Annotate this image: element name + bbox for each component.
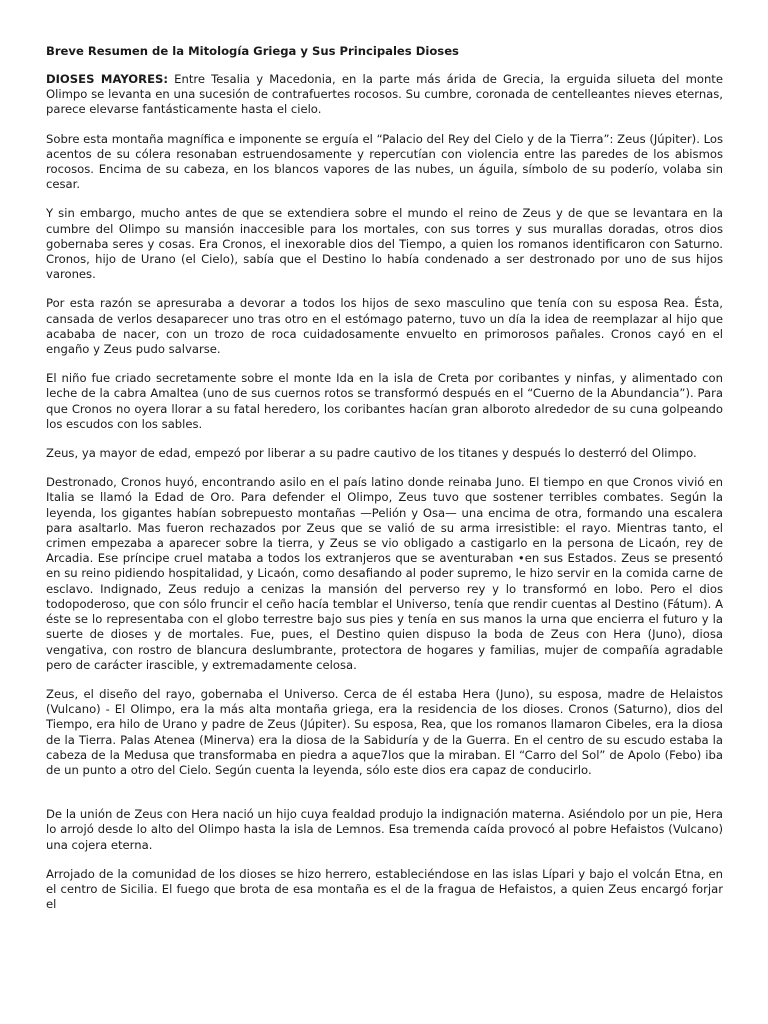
paragraph-hefaistos-forge: Arrojado de la comunidad de los dioses se hizo herrero, estableciéndose en las islas Lípari y bajo el volcán Etna, en el centro de Sicilia. El fuego que brota de esa montaña es el de la fragua de Hefaistos, a quien Zeus encargó forjar el (46, 866, 723, 912)
paragraph-golden-age: Destronado, Cronos huyó, encontrando asilo en el país latino donde reinaba Juno. El tiempo en que Cronos vivió en Italia se llamó la Edad de Oro. Para defender el Olimpo, Zeus tuvo que sostener terribles combates. Según la leyenda, los gigantes habían sobrepuesto montañas —Pelión y Osa— una encima de otra, formando una escalera para asaltarlo. Mas fueron rechazados por Zeus que se valió de su arma irresistible: el rayo. Mientras tanto, el crimen empezaba a aparecer sobre la tierra, y Zeus se vio obligado a castigarlo en la persona de Licaón, rey de Arcadia. Ese príncipe cruel mataba a todos los extranjeros que se aventuraban •en sus Estados. Zeus se presentó en su reino pidiendo hospitalidad, y Licaón, como desafiando al poder supremo, le hizo servir en la comida carne de esclavo. Indignado, Zeus redujo a cenizas la mansión del perverso rey y lo transformó en lobo. Pero el dios todopoderoso, que con sólo fruncir el ceño hacía temblar el Universo, tenía que rendir cuentas al Destino (Fátum). A éste se lo representaba con el globo terrestre bajo sus pies y tenía en sus manos la urna que encierra el futuro y la suerte de dioses y de mortales. Fue, pues, el Destino quien dispuso la boda de Zeus con Hera (Juno), diosa vengativa, con rostro de blancura deslumbrante, protectora de hogares y familias, mujer de compañía agradable pero de carácter irascible, y extremadamente celosa. (46, 475, 723, 672)
intro-paragraph (46, 72, 723, 118)
document-title: Breve Resumen de la Mitología Griega y Sus Principales Dioses (46, 44, 459, 58)
paragraph-zeus-childhood: El niño fue criado secretamente sobre el monte Ida en la isla de Creta por coribantes y ninfas, y alimentado con leche de la cabra Amaltea (uno de sus cuernos rotos se transformó después en el “Cuerno de la Abundancia”). Para que Cronos no oyera llorar a su fatal heredero, los coribantes hacían gran alboroto alrededor de su cuna golpeando los escudos con los sables. (46, 371, 723, 431)
paragraph-cronos-exile: Zeus, ya mayor de edad, empezó por liberar a su padre cautivo de los titanes y después lo desterró del Olimpo. (46, 446, 697, 461)
paragraph-hefaistos-birth: De la unión de Zeus con Hera nació un hijo cuya fealdad produjo la indignación materna. Asiéndolo por un pie, Hera lo arrojó desde lo alto del Olimpo hasta la isla de Lemnos. Esa tremenda caída provocó al pobre Hefaistos (Vulcano) una cojera eterna. (46, 807, 723, 852)
document-page (46, 44, 723, 912)
paragraph-olympus-gods: Zeus, el diseño del rayo, gobernaba el Universo. Cerca de él estaba Hera (Juno), su esposa, madre de Helaistos (Vulcano) - El Olimpo, era la más alta montaña griega, era la residencia de los dioses. Cronos (Saturno), dios del Tiempo, era hilo de Urano y padre de Zeus (Júpiter). Su esposa, Rea, que los romanos llamaron Cibeles, era la diosa de la Tierra. Palas Atenea (Minerva) era la diosa de la Sabiduría y de la Guerra. En el centro de su escudo estaba la cabeza de la Medusa que transformaba en piedra a aque7los que la miraban. El “Carro del Sol” de Apolo (Febo) iba de un punto a otro del Cielo. Según cuenta la leyenda, sólo este dios era capaz de conducirlo. (46, 686, 723, 777)
paragraph-rea-deception: Por esta razón se apresuraba a devorar a todos los hijos de sexo masculino que tenía con su esposa Rea. Ésta, cansada de verlos desaparecer uno tras otro en el estómago paterno, tuvo un día la idea de reemplazar al hijo que acababa de nacer, con un trozo de roca cuidadosamente envuelto en primorosos pañales. Cronos cayó en el engaño y Zeus pudo salvarse. (46, 296, 723, 357)
paragraph-zeus-palace: Sobre esta montaña magnífica e imponente se erguía el “Palacio del Rey del Cielo y de la Tierra”: Zeus (Júpiter). Los acentos de su cólera resonaban estruendosamente y repercutían con violencia entre las paredes de los abismos rocosos. Encima de su cabeza, en los blancos vapores de las nubes, un águila, símbolo de su poderío, volaba sin cesar. (46, 131, 723, 192)
paragraph-cronos-reign: Y sin embargo, mucho antes de que se extendiera sobre el mundo el reino de Zeus y de que se levantara en la cumbre del Olimpo su mansión inaccesible para los mortales, con sus torres y sus murallas doradas, otros dios gobernaba seres y cosas. Era Cronos, el inexorable dios del Tiempo, a quien los romanos identificaron con Saturno. Cronos, hijo de Urano (el Cielo), sabía que el Destino lo había condenado a ser destronado por uno de sus hijos varones. (46, 206, 723, 282)
intro-lead: DIOSES MAYORES: (46, 72, 168, 86)
intro-text: Entre Tesalia y Macedonia, en la parte más árida de Grecia, la erguida silueta del monte Olimpo se levanta en una sucesión de contrafuertes rocosos. Su cumbre, coronada de centelleantes nieves eternas, parece elevarse fantásticamente hasta el cielo. (46, 72, 723, 117)
